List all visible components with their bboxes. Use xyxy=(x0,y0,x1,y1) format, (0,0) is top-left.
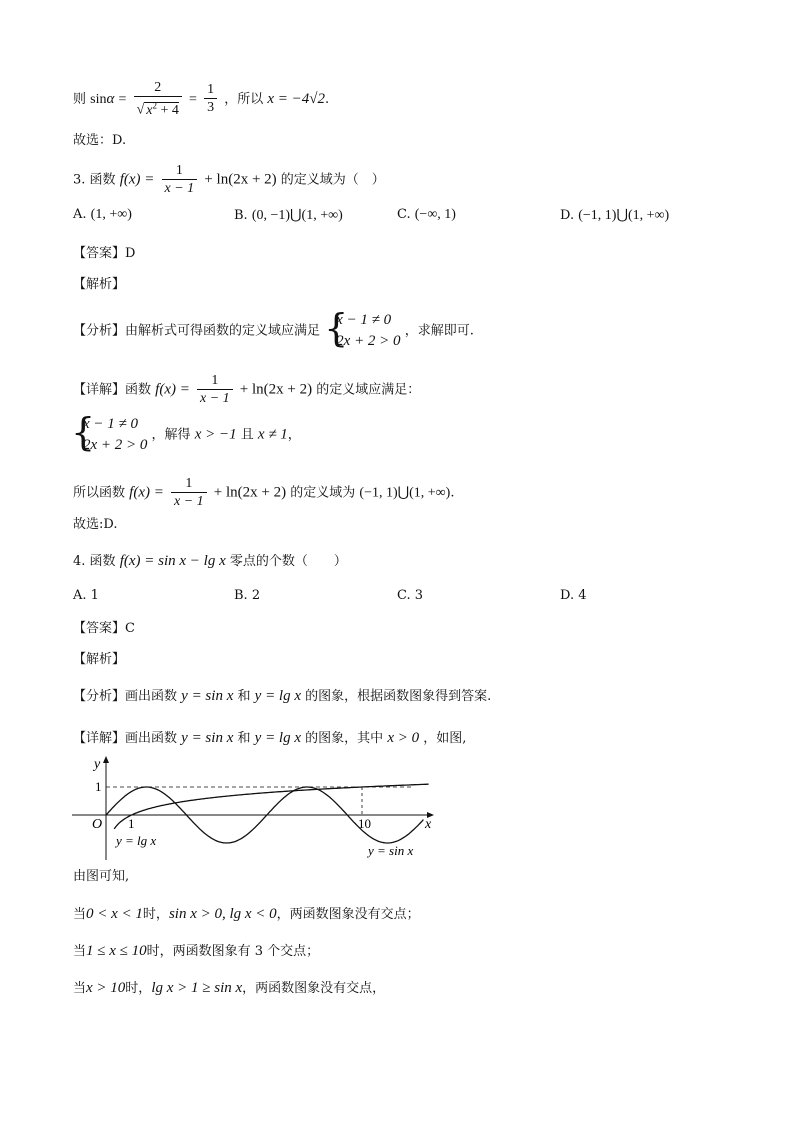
fraction-2-over-sqrt xyxy=(134,80,182,119)
option-value: 3 xyxy=(414,588,424,603)
case-prefix: 当 xyxy=(73,944,87,959)
equals-sign-2: = xyxy=(189,91,197,107)
fraction-denominator: √ $x^2 + 4$ xyxy=(136,100,179,118)
option-value: (1, +∞) xyxy=(90,207,132,222)
solution-2: x ≠ 1 xyxy=(257,426,288,443)
y-label: y xyxy=(94,757,101,772)
select-line-1: 故选：D. xyxy=(73,133,127,148)
q3-tail: + ln(2x + 2) xyxy=(204,171,277,188)
and-text: 且 xyxy=(240,427,254,443)
line-sin-alpha xyxy=(73,80,329,119)
func-lg: y = lg x xyxy=(254,688,302,704)
option-value: 1 xyxy=(90,588,99,603)
case-cond: x > 10 xyxy=(86,980,126,996)
xiangjie-text: 【详解】画出函数 xyxy=(73,731,178,746)
q3-conclusion xyxy=(73,476,454,510)
q3-fraction-3 xyxy=(171,476,207,510)
q3-suffix: 的定义域为（ ） xyxy=(280,172,385,188)
equals-sign: = xyxy=(118,91,127,107)
case-cond: 1 ≤ x ≤ 10 xyxy=(86,943,147,959)
fraction2-numerator: 1 xyxy=(204,82,217,99)
q3-func-2: f(x) = xyxy=(155,381,190,398)
x-label: x xyxy=(425,817,432,832)
sosuo-mid: 的定义域为 xyxy=(290,485,356,501)
case-mid: 时， xyxy=(125,981,152,996)
and-text: 和 xyxy=(237,689,251,704)
option-value: 4 xyxy=(578,588,587,603)
q3-stem xyxy=(73,163,385,197)
q3-option-b xyxy=(234,207,343,224)
lg-curve xyxy=(114,784,428,829)
sin-text: sin xyxy=(90,91,107,107)
function-graph xyxy=(72,755,442,865)
q3-option-a xyxy=(73,207,132,223)
q3-fraction-2 xyxy=(197,373,233,407)
comma: ， xyxy=(287,427,301,443)
case-mid: 时， xyxy=(142,907,169,922)
case-cond: 0 < x < 1 xyxy=(86,906,143,922)
q4-answer: 【答案】C xyxy=(73,621,135,636)
func-lg-2: y = lg x xyxy=(254,730,302,746)
option-label: D. xyxy=(560,208,575,223)
period: . xyxy=(450,485,455,501)
option-value: 2 xyxy=(251,588,261,603)
text-suoyi: ，所以 xyxy=(224,91,264,107)
q4-option-d xyxy=(560,588,587,603)
x-tick-1: 1 xyxy=(128,816,135,831)
q3-xiangjie xyxy=(73,373,420,407)
system-text: ，解得 xyxy=(151,427,191,443)
q4-analysis-tag: 【解析】 xyxy=(73,652,126,667)
xiangjie-mid: 的图象，其中 xyxy=(305,731,384,746)
q3-frac-den-3: x − 1 xyxy=(173,494,204,509)
q3-tail-3: + ln(2x + 2) xyxy=(213,484,287,501)
y-tick-1: 1 xyxy=(95,779,102,794)
period: . xyxy=(325,91,330,107)
q4-option-c xyxy=(397,588,423,603)
q3-analysis-tag: 【解析】 xyxy=(73,277,126,292)
fenxi-suffix: 的图象，根据函数图象得到答案. xyxy=(305,689,492,704)
brace-icon: { xyxy=(324,306,349,350)
domain-value: (−1, 1)⋃(1, +∞) xyxy=(359,485,451,501)
x-positive: x > 0 xyxy=(387,730,420,746)
q3-fraction xyxy=(162,163,198,197)
alpha-symbol: α xyxy=(106,90,115,107)
brace-icon: { xyxy=(71,410,96,454)
system-row-1: x − 1 ≠ 0 xyxy=(83,416,139,432)
option-value: (0, −1)⋃(1, +∞) xyxy=(251,208,343,223)
sosuo-text: 所以函数 xyxy=(73,485,126,501)
option-label: B. xyxy=(234,208,248,223)
y-axis-arrow-icon xyxy=(103,756,109,763)
system-row-2: 2x + 2 > 0 xyxy=(336,333,401,349)
case-math: sin x > 0, lg x < 0 xyxy=(168,906,277,922)
q3-system xyxy=(71,410,148,456)
q4-option-a xyxy=(73,588,99,603)
q3-frac-num-2: 1 xyxy=(197,373,233,390)
q4-xiangjie xyxy=(73,728,466,749)
q3-answer: 【答案】D xyxy=(73,246,136,261)
text-ze: 则 xyxy=(73,91,87,107)
and-text: 和 xyxy=(237,731,251,746)
func-sin-2: y = sin x xyxy=(181,730,234,746)
q4-case-1 xyxy=(73,904,420,925)
option-value: (−1, 1)⋃(1, +∞) xyxy=(578,208,670,223)
option-label: C. xyxy=(397,588,411,603)
q4-conclude: 由图可知, xyxy=(73,869,130,884)
q3-select: 故选:D. xyxy=(73,517,118,532)
case-suffix: ，两函数图象没有交点； xyxy=(276,907,420,922)
fraction-one-third xyxy=(204,82,217,116)
option-value: (−∞, 1) xyxy=(414,207,456,222)
q3-option-c xyxy=(397,207,456,223)
q4-func: f(x) = sin x − lg x xyxy=(119,553,226,569)
x-tick-10: 10 xyxy=(358,816,371,831)
origin-label: O xyxy=(92,817,103,832)
case-prefix: 当 xyxy=(73,981,87,996)
system-row-2: 2x + 2 > 0 xyxy=(83,437,148,453)
fenxi-text: 【分析】由解析式可得函数的定义域应满足 xyxy=(73,323,321,339)
q3-prefix: 3. 函数 xyxy=(73,172,116,188)
lg-curve-label: y = lg x xyxy=(116,833,157,848)
q4-fenxi xyxy=(73,686,491,707)
fraction-numerator: 2 xyxy=(134,80,182,97)
q3-tail-2: + ln(2x + 2) xyxy=(239,381,313,398)
q3-system-line xyxy=(71,410,301,456)
option-label: A. xyxy=(73,588,87,603)
q4-suffix: 零点的个数（ ） xyxy=(229,554,347,569)
q3-frac-den-2: x − 1 xyxy=(199,391,230,406)
q4-stem xyxy=(73,551,347,572)
fraction2-denominator: 3 xyxy=(207,100,215,116)
den-x: x xyxy=(146,102,153,118)
case-prefix: 当 xyxy=(73,907,87,922)
q4-case-2 xyxy=(73,941,319,962)
den-rest: + 4 xyxy=(156,102,179,118)
sin-curve-label: y = sin x xyxy=(368,843,414,858)
solution-1: x > −1 xyxy=(194,426,237,443)
q4-case-3 xyxy=(73,978,385,999)
option-label: B. xyxy=(234,588,248,603)
xiangjie-text: 【详解】函数 xyxy=(73,382,152,398)
system-row-1: x − 1 ≠ 0 xyxy=(336,312,392,328)
case-suffix: 时，两函数图象有 3 个交点； xyxy=(146,944,320,959)
fenxi-text: 【分析】画出函数 xyxy=(73,689,178,704)
xiangjie-suffix: 的定义域应满足： xyxy=(316,382,421,398)
result-x: x = −4√2 xyxy=(267,90,325,107)
q3-frac-num-3: 1 xyxy=(171,476,207,493)
q3-func-3: f(x) = xyxy=(129,484,164,501)
xiangjie-suffix: ，如图, xyxy=(423,731,467,746)
q3-frac-num: 1 xyxy=(162,163,198,180)
option-label: C. xyxy=(397,207,411,222)
option-label: D. xyxy=(560,588,575,603)
case-suffix: ，两函数图象没有交点， xyxy=(242,981,386,996)
q4-option-b xyxy=(234,588,260,603)
q3-fenxi xyxy=(73,306,474,352)
q3-option-d xyxy=(560,207,669,224)
option-label: A. xyxy=(73,207,87,222)
q3-func: f(x) = xyxy=(119,171,155,188)
case-math: lg x > 1 ≥ sin x xyxy=(151,980,243,996)
q4-prefix: 4. 函数 xyxy=(73,554,116,569)
q3-frac-den: x − 1 xyxy=(164,181,195,196)
q3-fenxi-system xyxy=(324,306,401,352)
fenxi-suffix: ，求解即可. xyxy=(404,323,474,339)
func-sin: y = sin x xyxy=(181,688,234,704)
